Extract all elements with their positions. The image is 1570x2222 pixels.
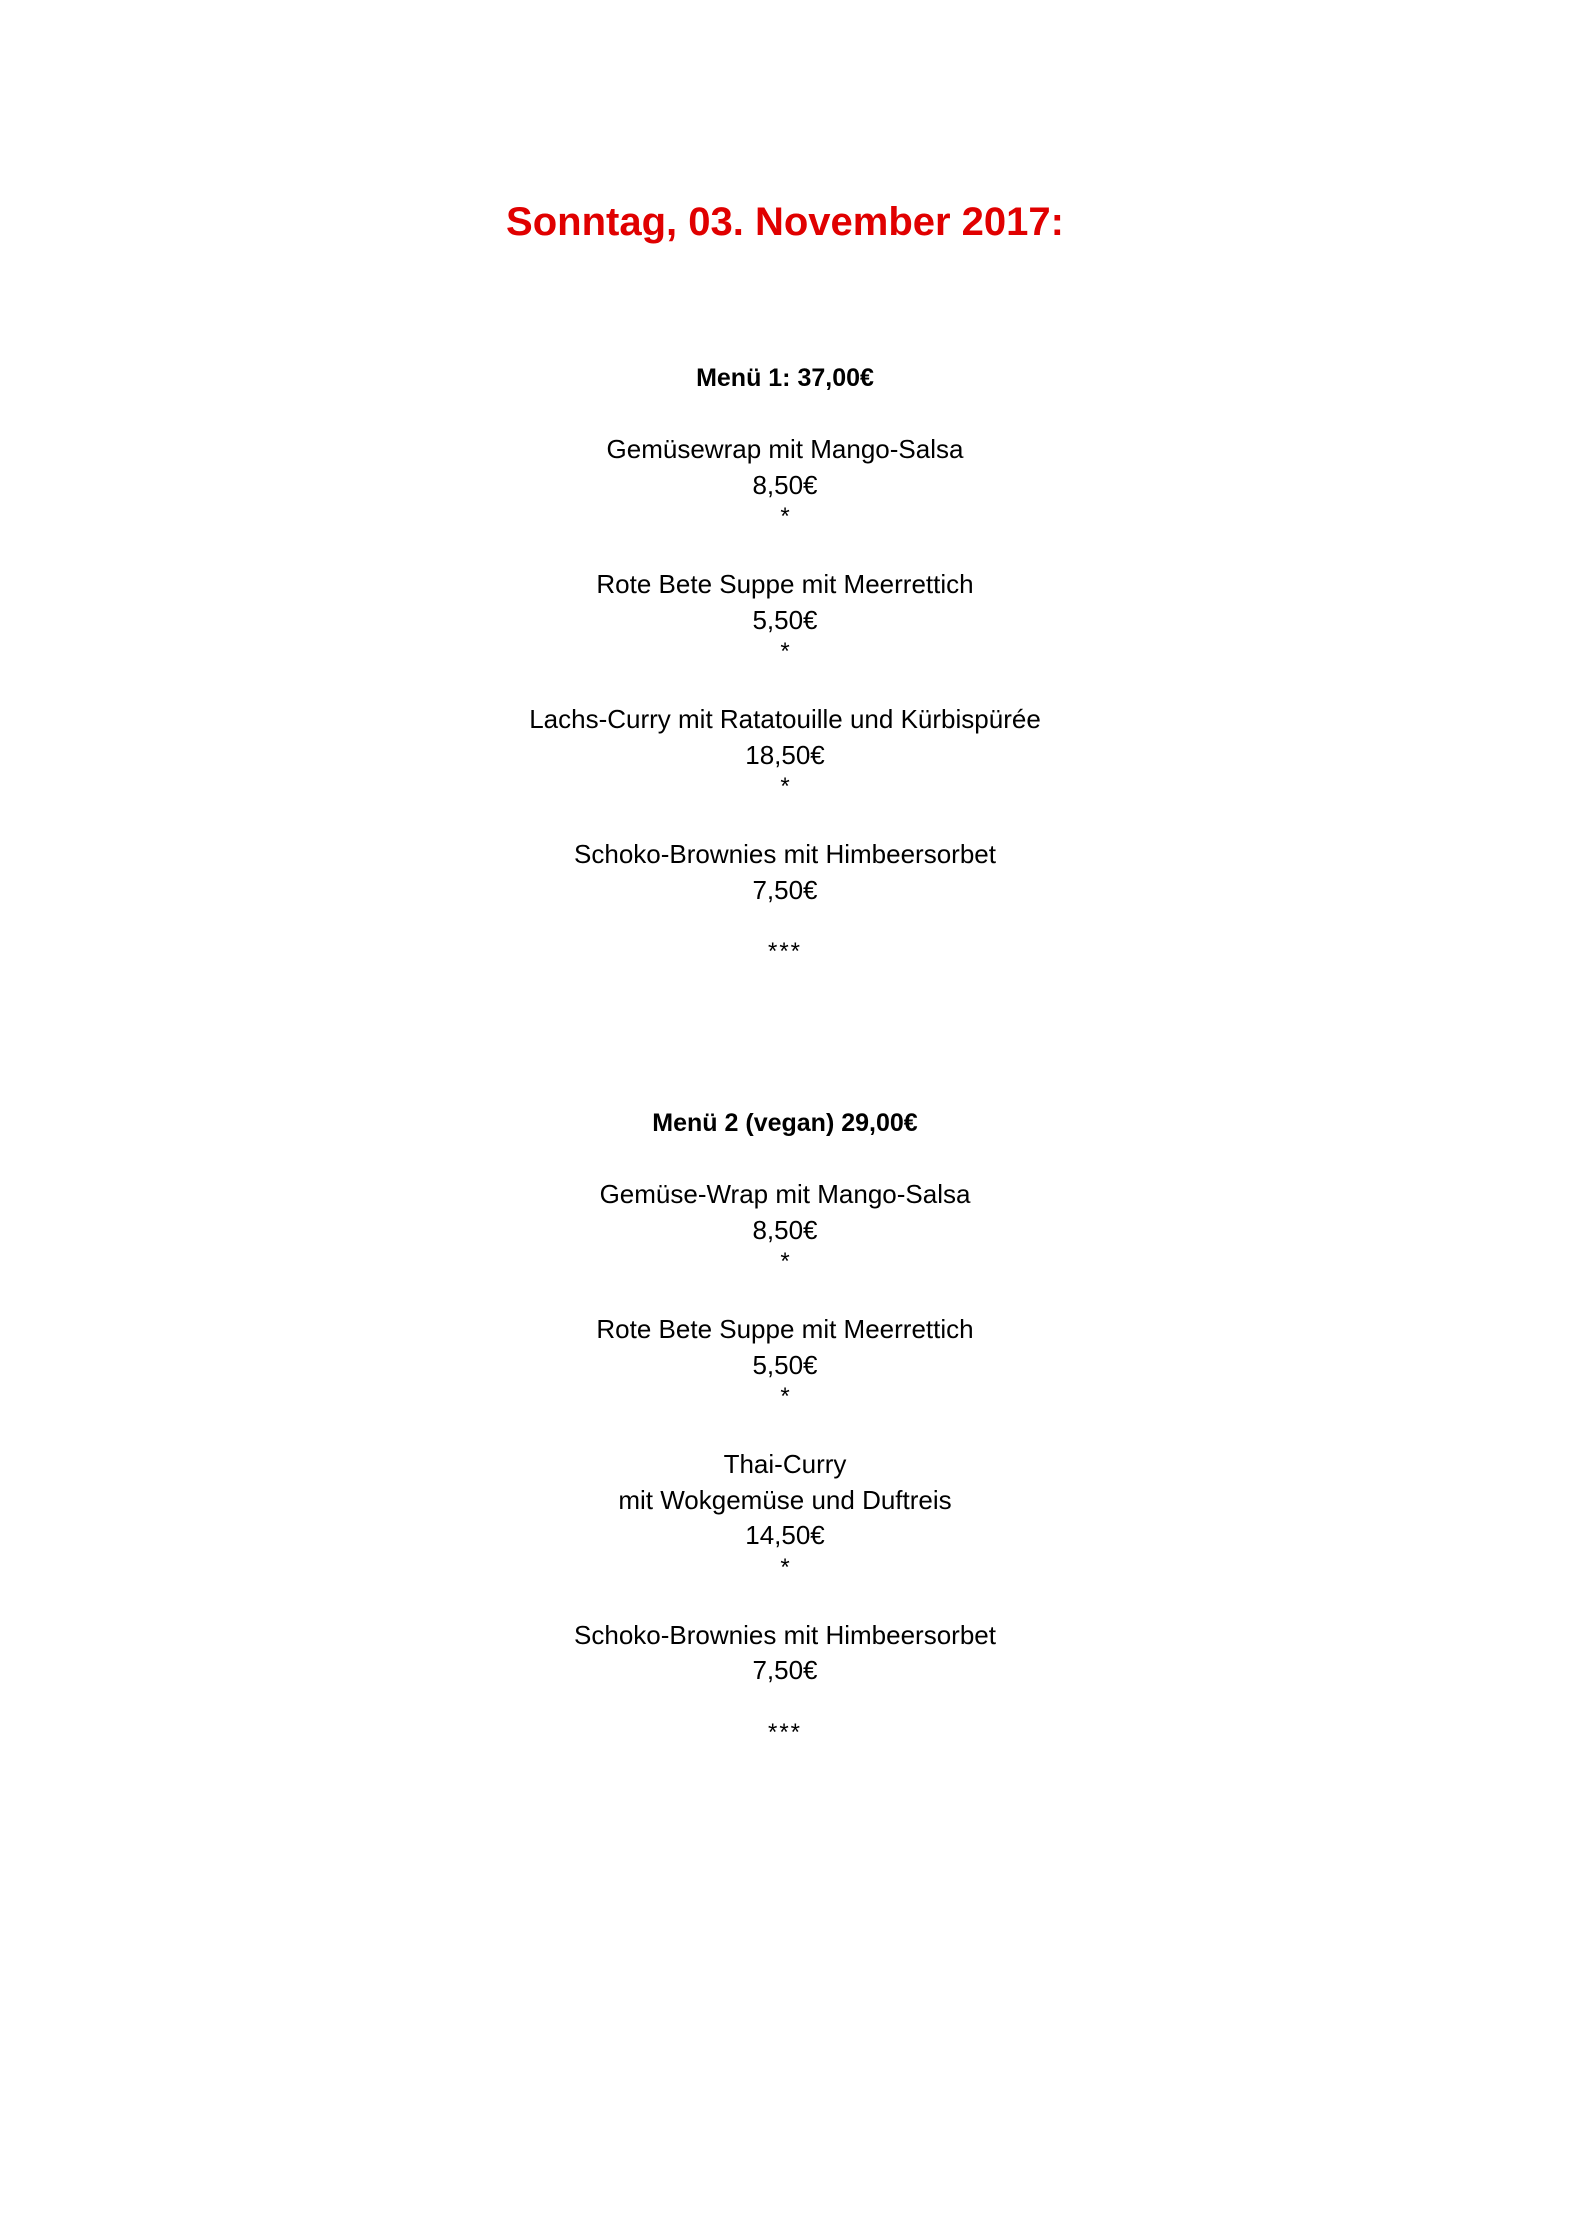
course-separator: * <box>780 773 790 800</box>
menu-1-course-3 <box>0 702 1570 801</box>
menu-2-course-1 <box>0 1177 1570 1276</box>
course-price: 8,50€ <box>752 1214 818 1245</box>
course-name: Gemüsewrap mit Mango-Salsa <box>606 434 964 464</box>
course-name: Schoko-Brownies mit Himbeersorbet <box>574 839 996 869</box>
menu-1-course-1 <box>0 432 1570 531</box>
course-price: 7,50€ <box>752 874 818 905</box>
course-price: 5,50€ <box>752 1349 818 1380</box>
menu-2-end-mark: *** <box>767 1718 803 1746</box>
menu-1 <box>0 360 1570 966</box>
course-price: 18,50€ <box>745 739 825 770</box>
course-price: 8,50€ <box>752 469 818 500</box>
course-separator: * <box>780 1248 790 1275</box>
course-name: Rote Bete Suppe mit Meerrettich <box>596 569 974 599</box>
course-name-line-2: mit Wokgemüse und Duftreis <box>618 1484 952 1515</box>
menu-1-end-mark: *** <box>767 938 803 965</box>
course-name: Schoko-Brownies mit Himbeersorbet <box>574 1619 996 1650</box>
course-price: 7,50€ <box>752 1655 818 1685</box>
course-price: 5,50€ <box>752 604 818 635</box>
course-name: Lachs-Curry mit Ratatouille und Kürbispürée <box>529 704 1041 734</box>
menu-2-course-4 <box>0 1618 1570 1689</box>
course-name: Gemüse-Wrap mit Mango-Salsa <box>599 1179 971 1209</box>
course-name: Rote Bete Suppe mit Meerrettich <box>596 1314 974 1344</box>
menu-2-course-2 <box>0 1312 1570 1411</box>
menu-2 <box>0 1105 1570 1747</box>
menu-1-course-2 <box>0 567 1570 666</box>
menu-1-heading: Menü 1: 37,00€ <box>696 364 874 392</box>
course-separator: * <box>780 638 790 665</box>
menu-2-course-3 <box>0 1447 1570 1582</box>
page-title: Sonntag, 03. November 2017: <box>506 200 1064 244</box>
course-separator: * <box>780 1553 790 1581</box>
menu-1-course-4 <box>0 837 1570 908</box>
course-separator: * <box>780 503 790 530</box>
course-separator: * <box>780 1383 790 1410</box>
course-name: Thai-Curry <box>723 1449 847 1479</box>
course-price: 14,50€ <box>745 1520 825 1550</box>
menu-2-heading: Menü 2 (vegan) 29,00€ <box>652 1109 918 1137</box>
